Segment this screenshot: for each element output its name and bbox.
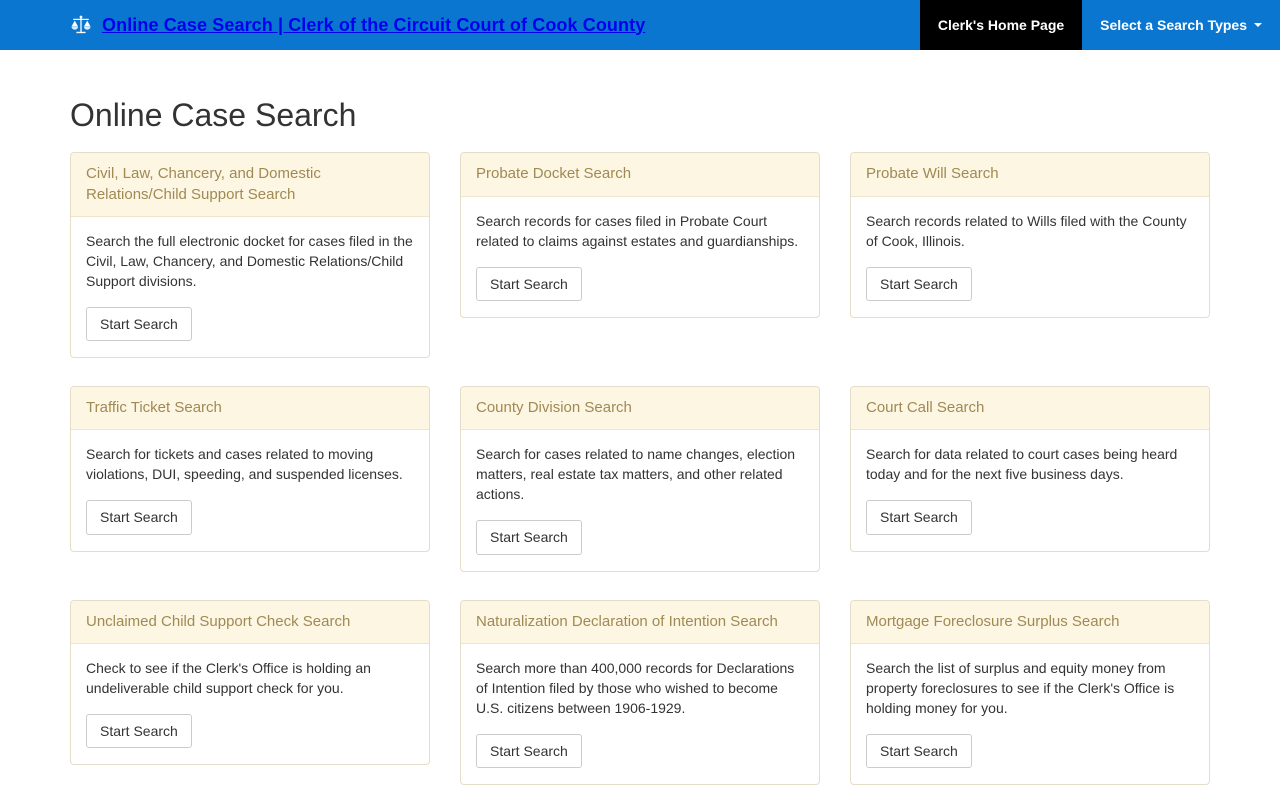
chevron-down-icon — [1254, 23, 1262, 27]
card-description: Check to see if the Clerk's Office is holding an undeliverable child support check for you. — [86, 659, 371, 696]
start-search-button[interactable]: Start Search — [86, 714, 192, 748]
card-title: Naturalization Declaration of Intention Search — [461, 601, 819, 644]
search-card-grid — [70, 152, 1210, 785]
card-title: Probate Docket Search — [461, 153, 819, 196]
search-card-court-call — [850, 386, 1210, 551]
nav-link-label: Clerk's Home Page — [937, 17, 1065, 33]
card-title: Traffic Ticket Search — [71, 387, 429, 430]
card-description: Search records related to Wills filed with the County of Cook, Illinois. — [866, 212, 1187, 249]
page-content — [0, 50, 1280, 785]
card-title: Mortgage Foreclosure Surplus Search — [851, 601, 1209, 644]
card-body — [851, 430, 1209, 550]
start-search-button[interactable]: Start Search — [476, 520, 582, 554]
search-card-civil-law-chancery — [70, 152, 430, 358]
card-body — [71, 430, 429, 550]
search-card-mortgage-foreclosure-surplus — [850, 600, 1210, 785]
card-body — [461, 197, 819, 317]
page-title: Online Case Search — [70, 97, 357, 133]
nav-dropdown-label: Select a Search Types — [1100, 17, 1247, 33]
start-search-button[interactable]: Start Search — [866, 734, 972, 768]
nav-dropdown-select-a-search-types[interactable] — [1082, 0, 1280, 50]
card-body — [461, 430, 819, 570]
card-description: Search for tickets and cases related to moving violations, DUI, speeding, and suspended licenses. — [86, 446, 403, 483]
search-card-naturalization-declaration-of-intention — [460, 600, 820, 785]
card-body — [851, 644, 1209, 784]
start-search-button[interactable]: Start Search — [476, 734, 582, 768]
start-search-button[interactable]: Start Search — [866, 500, 972, 534]
search-card-probate-docket — [460, 152, 820, 317]
start-search-button[interactable]: Start Search — [86, 307, 192, 341]
navbar-brand[interactable] — [0, 0, 645, 50]
card-body — [851, 197, 1209, 317]
top-navbar — [0, 0, 1280, 50]
card-title: Court Call Search — [851, 387, 1209, 430]
nav-link-clerks-home-page[interactable] — [920, 0, 1082, 50]
card-body — [71, 644, 429, 764]
card-description: Search the list of surplus and equity money from property foreclosures to see if the Clerk's Office is holding money for you. — [866, 659, 1175, 716]
card-title: Probate Will Search — [851, 153, 1209, 196]
card-description: Search more than 400,000 records for Declarations of Intention filed by those who wished to become U.S. citizens between 1906-1929. — [476, 659, 795, 716]
card-title: Unclaimed Child Support Check Search — [71, 601, 429, 644]
card-title: County Division Search — [461, 387, 819, 430]
scales-of-justice-icon — [70, 14, 92, 36]
navbar-brand-text: Online Case Search | Clerk of the Circuit Court of Cook County — [102, 14, 646, 35]
search-card-county-division — [460, 386, 820, 571]
card-body — [71, 217, 429, 357]
search-card-probate-will — [850, 152, 1210, 317]
card-description: Search records for cases filed in Probate Court related to claims against estates and guardianships. — [476, 212, 799, 249]
card-description: Search for cases related to name changes, election matters, real estate tax matters, and other related actions. — [476, 446, 796, 503]
start-search-button[interactable]: Start Search — [476, 267, 582, 301]
navbar-links — [920, 0, 1280, 50]
start-search-button[interactable]: Start Search — [86, 500, 192, 534]
card-description: Search for data related to court cases being heard today and for the next five business days. — [866, 446, 1178, 483]
card-body — [461, 644, 819, 784]
card-title: Civil, Law, Chancery, and Domestic Relations/Child Support Search — [71, 153, 429, 217]
card-description: Search the full electronic docket for cases filed in the Civil, Law, Chancery, and Domestic Relations/Child Support divisions. — [86, 232, 413, 289]
search-card-traffic-ticket — [70, 386, 430, 551]
search-card-unclaimed-child-support-check — [70, 600, 430, 765]
start-search-button[interactable]: Start Search — [866, 267, 972, 301]
